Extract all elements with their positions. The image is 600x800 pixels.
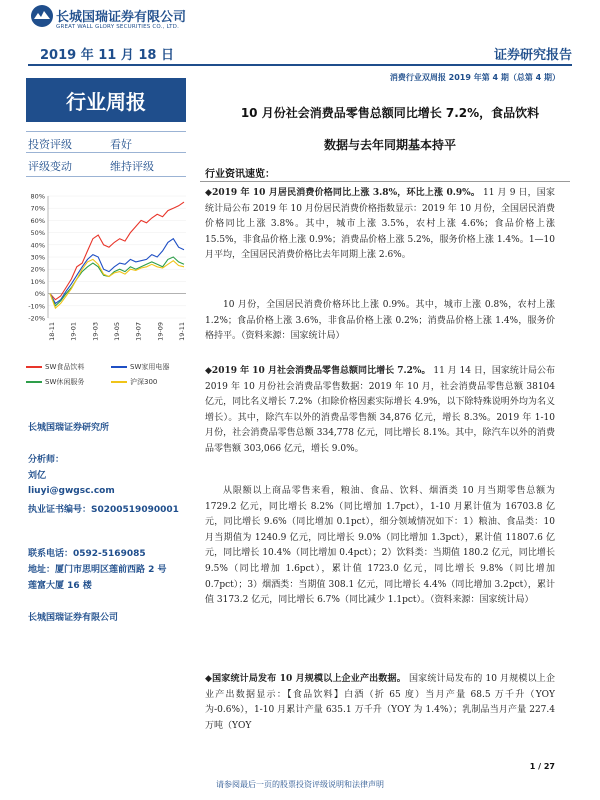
y-tick-label: 50% bbox=[30, 229, 45, 238]
page-number: 1 / 27 bbox=[529, 762, 555, 771]
rating-label: 投资评级 bbox=[28, 138, 72, 151]
footer-disclaimer: 请参阅最后一页的股票投资评级说明和法律声明 bbox=[216, 780, 384, 789]
rating-value: 看好 bbox=[110, 138, 132, 151]
report-title-line1: 10 月份社会消费品零售总额同比增长 7.2%，食品饮料 bbox=[240, 106, 540, 120]
news-body-retail: 11 月 14 日，国家统计局公布 2019 年 10 月份社会消费品零售数据：2019 年 10 月，社会消费品零售总额 38104 亿元，同比名义增长 7.2%（扣除价格因素实际增长 4.9%，以下除特殊说明外均为名义增长）。其中，除汽车以外的消费品零售额 34,876 亿元，增长 8.3%。2019 年 1-10 月份，社会消费品零售总额 334,778 亿元，同比增长 8.1%。其中，除汽车以外的消费品零售额 303,066 亿元，增长 9.0%。 bbox=[205, 366, 555, 454]
address-line2: 莲富大厦 16 楼 bbox=[28, 581, 92, 591]
report-date: 2019 年 11 月 18 日 bbox=[40, 48, 174, 63]
address-line1: 地址：厦门市思明区莲前西路 2 号 bbox=[28, 565, 167, 575]
rating-divider-bottom bbox=[26, 176, 186, 177]
news-item-retail bbox=[205, 364, 555, 458]
legend-swatch bbox=[111, 381, 127, 383]
report-badge: 行业周报 bbox=[26, 78, 186, 122]
legend-label: SW食品饮料 bbox=[45, 363, 85, 371]
research-institute: 长城国瑞证券研究所 bbox=[28, 423, 110, 433]
x-tick-label: 18-11 bbox=[48, 322, 56, 341]
rating-change-value: 维持评级 bbox=[110, 160, 154, 173]
rating-divider-top bbox=[26, 131, 186, 132]
legend-label: SW休闲服务 bbox=[45, 378, 85, 386]
y-tick-label: 0% bbox=[34, 290, 45, 299]
news-item-retail-detail: 从限额以上商品零售来看，粮油、食品、饮料、烟酒类 10 月当期零售总额为 1729.2 亿元，同比增长 8.2%（同比增加 1.7pct），1-10 月累计值为 16703.8 亿元，同比增长 9.6%（同比增加 0.1pct），细分领域情况如下：1）粮油、食品类：10 月当期值为 1240.9 亿元，同比增长 9.0%（同比增加 1.3pct），累计值 11807.6 亿元，同比增长 10.4%（同比增加 0.4pct）；2）饮料类：当期值 180.2 亿元，同比增长 9.5%（同比增加 1.6pct），累计值 1723.0 亿元，同比增长 9.8%（同比增加 0.7pct）；3）烟酒类：当期值 308.1 亿元，同比增长 4.4%（同比增加 3.2pct），累计值 3173.2 亿元，同比增长 6.7%（同比减少 1.1pct）。（资料来源：国家统计局） bbox=[205, 486, 555, 606]
y-tick-label: 10% bbox=[30, 277, 45, 286]
y-tick-label: 20% bbox=[30, 265, 45, 274]
y-tick-label: -10% bbox=[28, 302, 45, 311]
y-tick-label: 80% bbox=[30, 192, 45, 201]
series-line bbox=[50, 259, 184, 308]
rating-divider-mid bbox=[26, 152, 186, 153]
legend-swatch bbox=[26, 366, 42, 368]
contact-phone: 联系电话：0592-5169085 bbox=[28, 549, 146, 559]
y-tick-label: 70% bbox=[30, 204, 45, 213]
news-item-cpi bbox=[205, 186, 555, 264]
company-name-cn: 长城国瑞证券有限公司 bbox=[56, 10, 187, 25]
report-type: 证券研究报告 bbox=[493, 48, 572, 63]
y-tick-label: 60% bbox=[30, 216, 45, 225]
news-item-cpi-mom: 10 月份，全国居民消费价格环比上涨 0.9%。其中，城市上涨 0.8%，农村上涨 1.2%；食品价格上涨 3.6%，非食品价格上涨 0.2%；消费品价格上涨 1.4%，服务价格持平。（资料来源：国家统计局） bbox=[205, 300, 555, 342]
y-tick-label: 40% bbox=[30, 241, 45, 250]
news-item-output bbox=[205, 672, 555, 734]
news-heading-retail: ◆2019 年 10 月社会消费品零售总额同比增长 7.2%。 bbox=[205, 366, 431, 376]
legend-label: 沪深300 bbox=[130, 378, 158, 386]
news-heading-output: ◆国家统计局发布 10 月规模以上企业产出数据。 bbox=[205, 674, 406, 684]
sub-header: 消费行业双周报 2019 年第 4 期（总第 4 期） bbox=[389, 73, 560, 82]
header-divider bbox=[28, 64, 572, 66]
legend-swatch bbox=[26, 381, 42, 383]
x-tick-label: 19-05 bbox=[113, 322, 121, 341]
legend-item bbox=[111, 377, 196, 387]
x-tick-label: 19-03 bbox=[91, 322, 100, 341]
analyst-email[interactable]: liuyi@gwgsc.com bbox=[28, 486, 115, 496]
company-name-footer: 长城国瑞证券有限公司 bbox=[28, 613, 119, 623]
legend-item bbox=[26, 362, 111, 372]
analyst-name: 刘亿 bbox=[28, 471, 47, 481]
legend-label: SW家用电器 bbox=[130, 363, 170, 371]
license-number: 执业证书编号：S0200519090001 bbox=[28, 505, 179, 515]
x-tick-label: 19-09 bbox=[156, 322, 165, 341]
legend-item bbox=[111, 362, 196, 372]
chart-legend bbox=[26, 362, 196, 387]
rating-change-label: 评级变动 bbox=[28, 160, 72, 173]
report-title-line2: 数据与去年同期基本持平 bbox=[323, 138, 456, 152]
news-heading-cpi: ◆2019 年 10 月居民消费价格同比上涨 3.8%，环比上涨 0.9%。 bbox=[205, 188, 480, 198]
y-tick-label: -20% bbox=[28, 314, 45, 323]
legend-item bbox=[26, 377, 111, 387]
performance-chart bbox=[14, 188, 194, 358]
x-tick-label: 19-01 bbox=[69, 322, 78, 341]
analyst-label: 分析师： bbox=[28, 455, 65, 465]
news-body-output: 国家统计局发布的 10 月规模以上企业产出数据显示：【食品饮料】白酒（折 65 度）当月产量 68.5 万千升（YOY 为-0.6%），1-10 月累计产量 635.1 万千升（YOY 为 1.4%）；乳制品当月产量 227.4 万吨（YOY bbox=[205, 674, 555, 731]
company-name-en: GREAT WALL GLORY SECURITIES CO., LTD. bbox=[56, 24, 180, 30]
company-logo-icon bbox=[30, 4, 54, 28]
x-tick-label: 19-11 bbox=[178, 322, 186, 341]
y-tick-label: 30% bbox=[30, 253, 45, 262]
news-body-cpi: 11 月 9 日，国家统计局公布 2019 年 10 月份居民消费价格指数显示：2019 年 10 月份，全国居民消费价格同比上涨 3.8%。其中，城市上涨 3.5%，农村上涨 4.6%；食品价格上涨 15.5%，非食品价格上涨 0.9%；消费品价格上涨 5.2%，服务价格上涨 1.4%。1—10 月平均，全国居民消费价格比去年同期上涨 2.6%。 bbox=[205, 188, 555, 261]
legend-swatch bbox=[111, 366, 127, 368]
section-divider bbox=[200, 181, 570, 182]
x-tick-label: 19-07 bbox=[134, 322, 143, 341]
section-title: 行业资讯速览： bbox=[205, 169, 275, 180]
